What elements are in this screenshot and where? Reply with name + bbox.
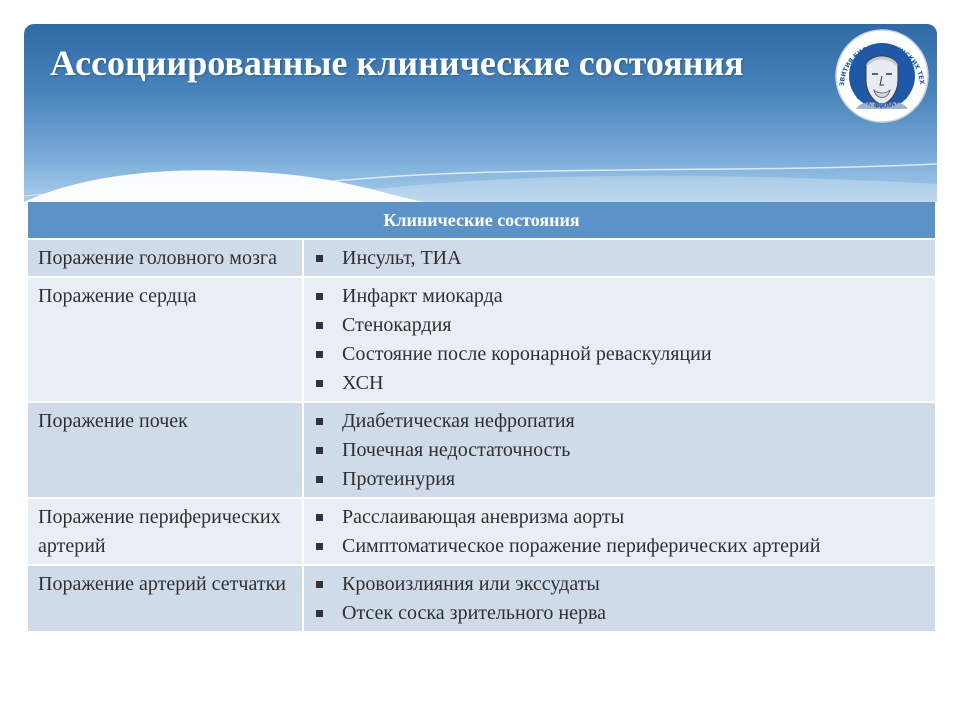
condition-list bbox=[314, 503, 925, 561]
list-item-text: Кровоизлияния или экссудаты bbox=[342, 573, 600, 595]
list-item bbox=[314, 465, 925, 494]
square-bullet-icon bbox=[316, 351, 323, 358]
list-item-text: Инсульт, ТИА bbox=[342, 247, 462, 269]
list-item bbox=[314, 407, 925, 436]
clinical-conditions-table bbox=[28, 202, 935, 633]
condition-list bbox=[314, 244, 925, 273]
square-bullet-icon bbox=[316, 543, 323, 550]
condition-category: Поражение почек bbox=[28, 403, 304, 499]
page-title: Ассоциированные клинические состояния bbox=[50, 43, 744, 83]
list-item-text: Почечная недостаточность bbox=[342, 439, 571, 461]
list-item bbox=[314, 503, 925, 532]
table-row bbox=[28, 278, 935, 403]
square-bullet-icon bbox=[316, 380, 323, 387]
condition-list bbox=[314, 407, 925, 494]
square-bullet-icon bbox=[316, 322, 323, 329]
condition-items-cell bbox=[304, 240, 935, 278]
condition-category: Поражение артерий сетчатки bbox=[28, 566, 304, 633]
list-item-text: Симптоматическое поражение периферических артерий bbox=[342, 535, 821, 557]
table-row bbox=[28, 566, 935, 633]
list-item-text: Инфаркт миокарда bbox=[342, 285, 503, 307]
list-item bbox=[314, 311, 925, 340]
list-item-text: Состояние после коронарной реваскуляции bbox=[342, 343, 712, 365]
condition-items-cell bbox=[304, 566, 935, 633]
list-item-text: Протеинурия bbox=[342, 468, 456, 490]
square-bullet-icon bbox=[316, 255, 323, 262]
list-item bbox=[314, 369, 925, 398]
condition-category: Поражение сердца bbox=[28, 278, 304, 403]
condition-items-cell bbox=[304, 278, 935, 403]
condition-items-cell bbox=[304, 403, 935, 499]
list-item-text: Стенокардия bbox=[342, 314, 452, 336]
square-bullet-icon bbox=[316, 581, 323, 588]
table-header: Клинические состояния bbox=[28, 202, 935, 240]
list-item bbox=[314, 436, 925, 465]
list-item bbox=[314, 570, 925, 599]
list-item-text: Диабетическая нефропатия bbox=[342, 410, 575, 432]
square-bullet-icon bbox=[316, 610, 323, 617]
square-bullet-icon bbox=[316, 514, 323, 521]
list-item-text: ХСН bbox=[342, 372, 384, 394]
condition-items-cell bbox=[304, 499, 935, 566]
list-item bbox=[314, 340, 925, 369]
table-body bbox=[28, 240, 935, 633]
list-item bbox=[314, 599, 925, 628]
table-row bbox=[28, 499, 935, 566]
square-bullet-icon bbox=[316, 447, 323, 454]
condition-category: Поражение головного мозга bbox=[28, 240, 304, 278]
list-item bbox=[314, 244, 925, 273]
square-bullet-icon bbox=[316, 476, 323, 483]
svg-text:В. П. ФИЛАТОВ: В. П. ФИЛАТОВ bbox=[854, 92, 910, 111]
condition-list bbox=[314, 282, 925, 398]
table-row bbox=[28, 403, 935, 499]
svg-text:ФОНД РАЗВИТИЯ БИОМЕДИЦИНСКИХ Т: ЗВИТИЯ БИОМЕДИЦИНСКИХ ТЕХ bbox=[838, 42, 926, 87]
list-item bbox=[314, 532, 925, 561]
condition-list bbox=[314, 570, 925, 628]
filatov-portrait-seal-icon bbox=[822, 24, 940, 124]
condition-category: Поражение периферических артерий bbox=[28, 499, 304, 566]
list-item bbox=[314, 282, 925, 311]
table-row bbox=[28, 240, 935, 278]
list-item-text: Отсек соска зрительного нерва bbox=[342, 602, 607, 624]
list-item-text: Расслаивающая аневризма аорты bbox=[342, 506, 625, 528]
square-bullet-icon bbox=[316, 418, 323, 425]
square-bullet-icon bbox=[316, 293, 323, 300]
